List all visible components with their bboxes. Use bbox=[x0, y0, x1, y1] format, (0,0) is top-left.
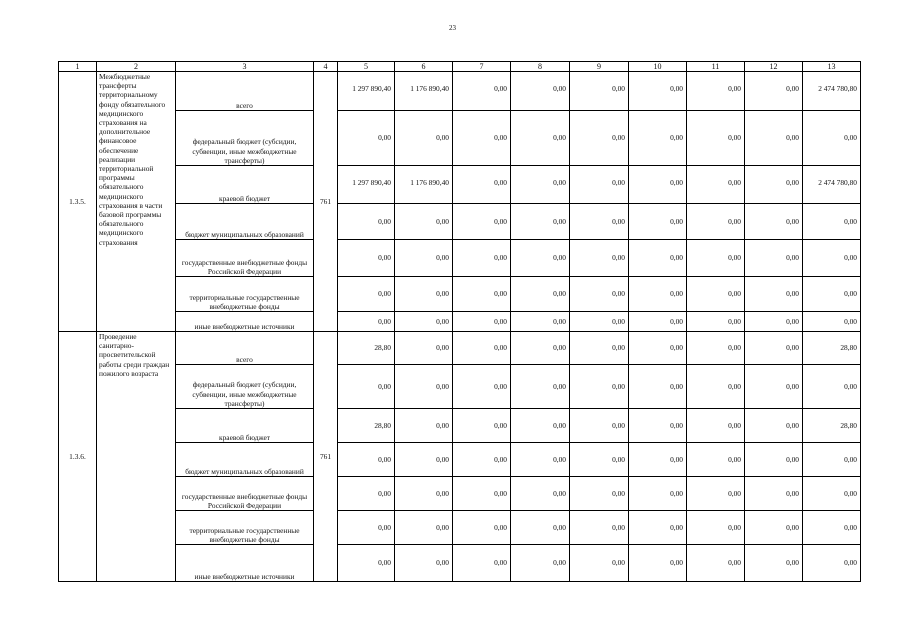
value-cell: 0,00 bbox=[570, 365, 629, 409]
column-4-code: 761 bbox=[314, 332, 338, 582]
value-cell: 0,00 bbox=[453, 204, 511, 240]
value-cell: 0,00 bbox=[395, 111, 453, 166]
value-cell: 0,00 bbox=[745, 240, 803, 277]
value-cell: 0,00 bbox=[570, 240, 629, 277]
value-cell: 0,00 bbox=[687, 277, 745, 312]
value-cell: 0,00 bbox=[745, 204, 803, 240]
value-cell: 0,00 bbox=[395, 443, 453, 477]
value-cell: 0,00 bbox=[453, 166, 511, 204]
value-cell: 0,00 bbox=[395, 332, 453, 365]
funding-source-label: иные внебюджетные источники bbox=[176, 312, 314, 332]
value-cell: 0,00 bbox=[745, 111, 803, 166]
value-cell: 28,80 bbox=[803, 332, 861, 365]
value-cell: 0,00 bbox=[570, 545, 629, 582]
budget-table bbox=[58, 61, 861, 582]
table-row bbox=[59, 166, 861, 204]
value-cell: 0,00 bbox=[803, 312, 861, 332]
value-cell: 0,00 bbox=[453, 277, 511, 312]
value-cell: 0,00 bbox=[570, 312, 629, 332]
value-cell: 0,00 bbox=[453, 545, 511, 582]
value-cell: 1 176 890,40 bbox=[395, 166, 453, 204]
value-cell: 0,00 bbox=[745, 365, 803, 409]
value-cell: 0,00 bbox=[803, 477, 861, 511]
funding-source-label: всего bbox=[176, 332, 314, 365]
value-cell: 0,00 bbox=[338, 111, 395, 166]
column-4-code: 761 bbox=[314, 72, 338, 332]
header-cell: 11 bbox=[687, 62, 745, 72]
value-cell: 0,00 bbox=[570, 443, 629, 477]
value-cell: 0,00 bbox=[629, 511, 687, 545]
value-cell: 0,00 bbox=[395, 545, 453, 582]
value-cell: 0,00 bbox=[629, 365, 687, 409]
value-cell: 0,00 bbox=[745, 409, 803, 443]
value-cell: 0,00 bbox=[570, 332, 629, 365]
value-cell: 2 474 780,80 bbox=[803, 166, 861, 204]
value-cell: 0,00 bbox=[803, 443, 861, 477]
value-cell: 0,00 bbox=[453, 72, 511, 111]
value-cell: 0,00 bbox=[395, 277, 453, 312]
table-row bbox=[59, 240, 861, 277]
table-row bbox=[59, 409, 861, 443]
funding-source-label: краевой бюджет bbox=[176, 409, 314, 443]
value-cell: 0,00 bbox=[803, 240, 861, 277]
value-cell: 0,00 bbox=[687, 72, 745, 111]
value-cell: 0,00 bbox=[629, 277, 687, 312]
section-title: Проведение санитарно-просветительской работы среди граждан пожилого возраста bbox=[97, 332, 176, 582]
value-cell: 0,00 bbox=[453, 111, 511, 166]
value-cell: 0,00 bbox=[803, 277, 861, 312]
header-cell: 7 bbox=[453, 62, 511, 72]
funding-source-label: государственные внебюджетные фонды Российской Федерации bbox=[176, 477, 314, 511]
section-code: 1.3.5. bbox=[59, 72, 97, 332]
table-row bbox=[59, 545, 861, 582]
value-cell: 0,00 bbox=[745, 545, 803, 582]
table-row bbox=[59, 111, 861, 166]
table-row bbox=[59, 277, 861, 312]
value-cell: 0,00 bbox=[511, 545, 570, 582]
value-cell: 0,00 bbox=[395, 204, 453, 240]
value-cell: 0,00 bbox=[687, 365, 745, 409]
header-cell: 5 bbox=[338, 62, 395, 72]
value-cell: 0,00 bbox=[511, 409, 570, 443]
value-cell: 0,00 bbox=[338, 365, 395, 409]
header-cell: 13 bbox=[803, 62, 861, 72]
value-cell: 0,00 bbox=[570, 204, 629, 240]
header-cell: 8 bbox=[511, 62, 570, 72]
value-cell: 1 297 890,40 bbox=[338, 166, 395, 204]
value-cell: 0,00 bbox=[511, 72, 570, 111]
value-cell: 0,00 bbox=[629, 240, 687, 277]
header-cell: 1 bbox=[59, 62, 97, 72]
value-cell: 1 297 890,40 bbox=[338, 72, 395, 111]
value-cell: 0,00 bbox=[511, 312, 570, 332]
value-cell: 28,80 bbox=[338, 409, 395, 443]
value-cell: 0,00 bbox=[745, 312, 803, 332]
value-cell: 0,00 bbox=[338, 277, 395, 312]
value-cell: 0,00 bbox=[453, 312, 511, 332]
value-cell: 0,00 bbox=[745, 443, 803, 477]
value-cell: 0,00 bbox=[453, 365, 511, 409]
header-cell: 6 bbox=[395, 62, 453, 72]
table-row bbox=[59, 72, 861, 111]
table-row bbox=[59, 477, 861, 511]
value-cell: 0,00 bbox=[687, 312, 745, 332]
value-cell: 28,80 bbox=[338, 332, 395, 365]
value-cell: 0,00 bbox=[395, 511, 453, 545]
header-cell: 3 bbox=[176, 62, 314, 72]
value-cell: 0,00 bbox=[745, 332, 803, 365]
value-cell: 0,00 bbox=[338, 511, 395, 545]
value-cell: 0,00 bbox=[338, 443, 395, 477]
table-row bbox=[59, 332, 861, 365]
value-cell: 0,00 bbox=[511, 277, 570, 312]
value-cell: 0,00 bbox=[629, 409, 687, 443]
value-cell: 0,00 bbox=[687, 409, 745, 443]
value-cell: 0,00 bbox=[629, 72, 687, 111]
value-cell: 0,00 bbox=[511, 511, 570, 545]
header-cell: 12 bbox=[745, 62, 803, 72]
table-row bbox=[59, 204, 861, 240]
value-cell: 0,00 bbox=[395, 312, 453, 332]
funding-source-label: всего bbox=[176, 72, 314, 111]
value-cell: 0,00 bbox=[570, 477, 629, 511]
header-cell: 2 bbox=[97, 62, 176, 72]
value-cell: 0,00 bbox=[338, 312, 395, 332]
value-cell: 0,00 bbox=[745, 477, 803, 511]
value-cell: 0,00 bbox=[511, 204, 570, 240]
value-cell: 0,00 bbox=[629, 332, 687, 365]
value-cell: 0,00 bbox=[803, 204, 861, 240]
value-cell: 0,00 bbox=[687, 240, 745, 277]
value-cell: 0,00 bbox=[687, 332, 745, 365]
value-cell: 0,00 bbox=[453, 443, 511, 477]
value-cell: 0,00 bbox=[570, 511, 629, 545]
value-cell: 0,00 bbox=[629, 204, 687, 240]
funding-source-label: бюджет муниципальных образований bbox=[176, 443, 314, 477]
value-cell: 0,00 bbox=[687, 204, 745, 240]
table-row bbox=[59, 443, 861, 477]
page-number: 23 bbox=[449, 24, 456, 32]
value-cell: 0,00 bbox=[511, 443, 570, 477]
value-cell: 0,00 bbox=[453, 477, 511, 511]
value-cell: 0,00 bbox=[687, 111, 745, 166]
header-cell: 9 bbox=[570, 62, 629, 72]
value-cell: 0,00 bbox=[395, 477, 453, 511]
value-cell: 0,00 bbox=[338, 545, 395, 582]
value-cell: 0,00 bbox=[629, 545, 687, 582]
value-cell: 0,00 bbox=[395, 240, 453, 277]
value-cell: 1 176 890,40 bbox=[395, 72, 453, 111]
funding-source-label: государственные внебюджетные фонды Российской Федерации bbox=[176, 240, 314, 277]
section-title: Межбюджетные трансферты территориальному фонду обязательного медицинского страхования на дополнительное финансовое обеспечение реализации территориальной программы обязательного медицинского страхования в части базовой программы обязательного медицинского страхования bbox=[97, 72, 176, 332]
value-cell: 0,00 bbox=[511, 111, 570, 166]
value-cell: 0,00 bbox=[453, 240, 511, 277]
funding-source-label: территориальные государственные внебюджетные фонды bbox=[176, 511, 314, 545]
funding-source-label: иные внебюджетные источники bbox=[176, 545, 314, 582]
value-cell: 0,00 bbox=[511, 332, 570, 365]
header-cell: 4 bbox=[314, 62, 338, 72]
value-cell: 0,00 bbox=[745, 511, 803, 545]
value-cell: 0,00 bbox=[570, 277, 629, 312]
table-row bbox=[59, 511, 861, 545]
value-cell: 0,00 bbox=[511, 240, 570, 277]
section-code: 1.3.6. bbox=[59, 332, 97, 582]
value-cell: 0,00 bbox=[687, 443, 745, 477]
value-cell: 0,00 bbox=[745, 166, 803, 204]
value-cell: 0,00 bbox=[453, 409, 511, 443]
value-cell: 0,00 bbox=[570, 409, 629, 443]
value-cell: 0,00 bbox=[395, 365, 453, 409]
funding-source-label: краевой бюджет bbox=[176, 166, 314, 204]
value-cell: 0,00 bbox=[629, 111, 687, 166]
value-cell: 0,00 bbox=[511, 365, 570, 409]
value-cell: 0,00 bbox=[453, 511, 511, 545]
value-cell: 0,00 bbox=[570, 111, 629, 166]
value-cell: 0,00 bbox=[570, 166, 629, 204]
value-cell: 0,00 bbox=[687, 166, 745, 204]
funding-source-label: бюджет муниципальных образований bbox=[176, 204, 314, 240]
value-cell: 0,00 bbox=[803, 365, 861, 409]
value-cell: 0,00 bbox=[745, 72, 803, 111]
value-cell: 28,80 bbox=[803, 409, 861, 443]
table-row bbox=[59, 365, 861, 409]
value-cell: 0,00 bbox=[453, 332, 511, 365]
value-cell: 0,00 bbox=[629, 166, 687, 204]
value-cell: 0,00 bbox=[687, 477, 745, 511]
funding-source-label: территориальные государственные внебюджетные фонды bbox=[176, 277, 314, 312]
value-cell: 0,00 bbox=[629, 443, 687, 477]
value-cell: 0,00 bbox=[338, 204, 395, 240]
value-cell: 0,00 bbox=[803, 511, 861, 545]
value-cell: 0,00 bbox=[395, 409, 453, 443]
header-cell: 10 bbox=[629, 62, 687, 72]
value-cell: 0,00 bbox=[511, 166, 570, 204]
value-cell: 0,00 bbox=[338, 240, 395, 277]
value-cell: 0,00 bbox=[803, 111, 861, 166]
header-row bbox=[59, 62, 861, 72]
value-cell: 0,00 bbox=[687, 545, 745, 582]
table-row bbox=[59, 312, 861, 332]
value-cell: 0,00 bbox=[745, 277, 803, 312]
value-cell: 0,00 bbox=[338, 477, 395, 511]
value-cell: 0,00 bbox=[570, 72, 629, 111]
funding-source-label: федеральный бюджет (субсидии, субвенции, иные межбюджетные трансферты) bbox=[176, 365, 314, 409]
value-cell: 0,00 bbox=[511, 477, 570, 511]
value-cell: 0,00 bbox=[629, 477, 687, 511]
funding-source-label: федеральный бюджет (субсидии, субвенции, иные межбюджетные трансферты) bbox=[176, 111, 314, 166]
value-cell: 0,00 bbox=[803, 545, 861, 582]
value-cell: 2 474 780,80 bbox=[803, 72, 861, 111]
value-cell: 0,00 bbox=[687, 511, 745, 545]
value-cell: 0,00 bbox=[629, 312, 687, 332]
